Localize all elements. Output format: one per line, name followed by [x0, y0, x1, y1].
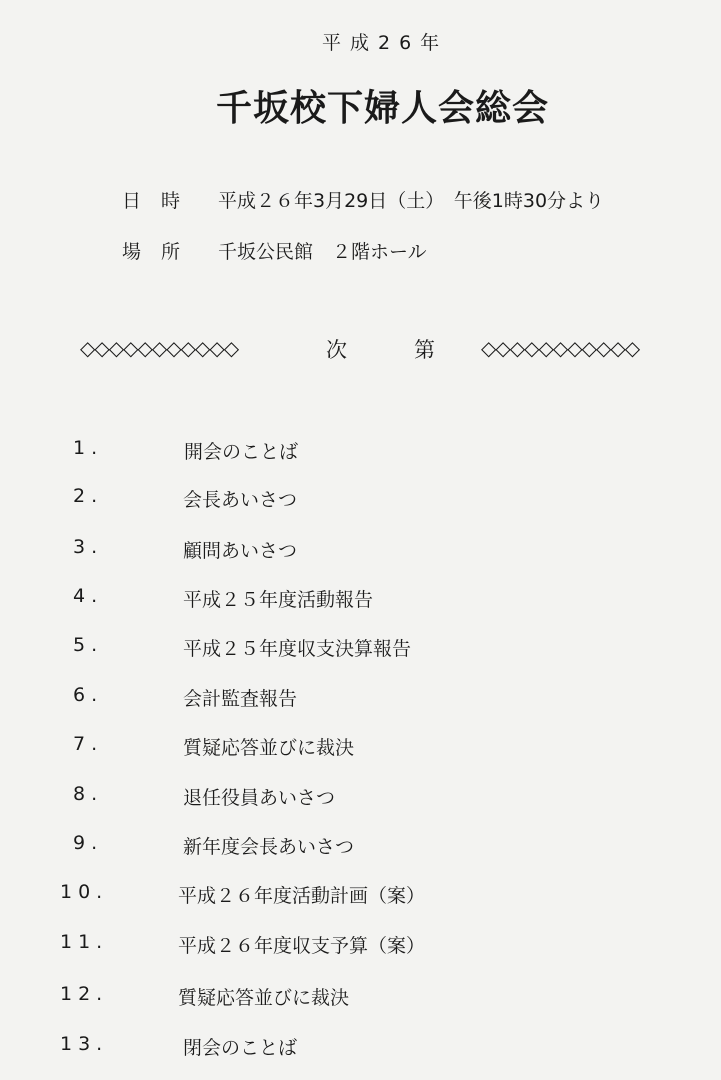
- date-label: 日時: [122, 190, 201, 212]
- agenda-item-number: 7.: [73, 733, 104, 755]
- agenda-item-number: 5.: [73, 634, 104, 656]
- agenda-item-text: 会計監査報告: [183, 688, 298, 710]
- agenda-item-number: 2.: [73, 485, 104, 507]
- date-value: 平成２６年3月29日（土） 午後1時30分より: [218, 190, 605, 212]
- era-year: 平成26年: [322, 32, 449, 54]
- agenda-item-number: 6.: [73, 684, 104, 706]
- agenda-item-number: 8.: [73, 783, 104, 805]
- agenda-item: [0, 437, 721, 467]
- agenda-item: [0, 881, 721, 911]
- heading-decoration-right: ◇◇◇◇◇◇◇◇◇◇◇: [481, 336, 640, 360]
- agenda-item-text: 開会のことば: [184, 441, 299, 463]
- agenda-item-number: 10.: [60, 881, 109, 903]
- agenda-item-text: 退任役員あいさつ: [183, 787, 336, 809]
- agenda-item: [0, 585, 721, 615]
- agenda-item-number: 13.: [60, 1033, 109, 1055]
- agenda-item: [0, 1033, 721, 1063]
- agenda-item-number: 1.: [73, 437, 104, 459]
- agenda-item-number: 4.: [73, 585, 104, 607]
- agenda-item: [0, 485, 721, 515]
- agenda-item: [0, 931, 721, 961]
- agenda-item: [0, 783, 721, 813]
- agenda-item-text: 会長あいさつ: [183, 489, 298, 511]
- agenda-item: [0, 634, 721, 664]
- agenda-item: [0, 983, 721, 1013]
- agenda-item-number: 3.: [73, 536, 104, 558]
- agenda-item-number: 12.: [60, 983, 109, 1005]
- place-label: 場所: [122, 241, 201, 263]
- agenda-item-text: 平成２６年度収支予算（案）: [178, 935, 426, 957]
- agenda-item: [0, 733, 721, 763]
- document-title: 千坂校下婦人会総会: [216, 88, 550, 129]
- heading-word-ji: 次: [326, 338, 347, 362]
- agenda-item-text: 質疑応答並びに裁決: [183, 737, 355, 759]
- place-value: 千坂公民館 ２階ホール: [218, 241, 427, 263]
- agenda-item-text: 平成２５年度活動報告: [183, 589, 374, 611]
- agenda-item: [0, 684, 721, 714]
- agenda-item-text: 質疑応答並びに裁決: [178, 987, 350, 1009]
- heading-word-dai: 第: [414, 338, 435, 362]
- agenda-item-text: 平成２６年度活動計画（案）: [178, 885, 426, 907]
- agenda-item: [0, 832, 721, 862]
- agenda-item: [0, 536, 721, 566]
- agenda-item-number: 9.: [73, 832, 104, 854]
- heading-decoration-left: ◇◇◇◇◇◇◇◇◇◇◇: [80, 336, 239, 360]
- agenda-item-number: 11.: [60, 931, 109, 953]
- agenda-item-text: 閉会のことば: [183, 1037, 298, 1059]
- agenda-item-text: 新年度会長あいさつ: [183, 836, 355, 858]
- agenda-item-text: 平成２５年度収支決算報告: [183, 638, 412, 660]
- agenda-item-text: 顧問あいさつ: [183, 540, 298, 562]
